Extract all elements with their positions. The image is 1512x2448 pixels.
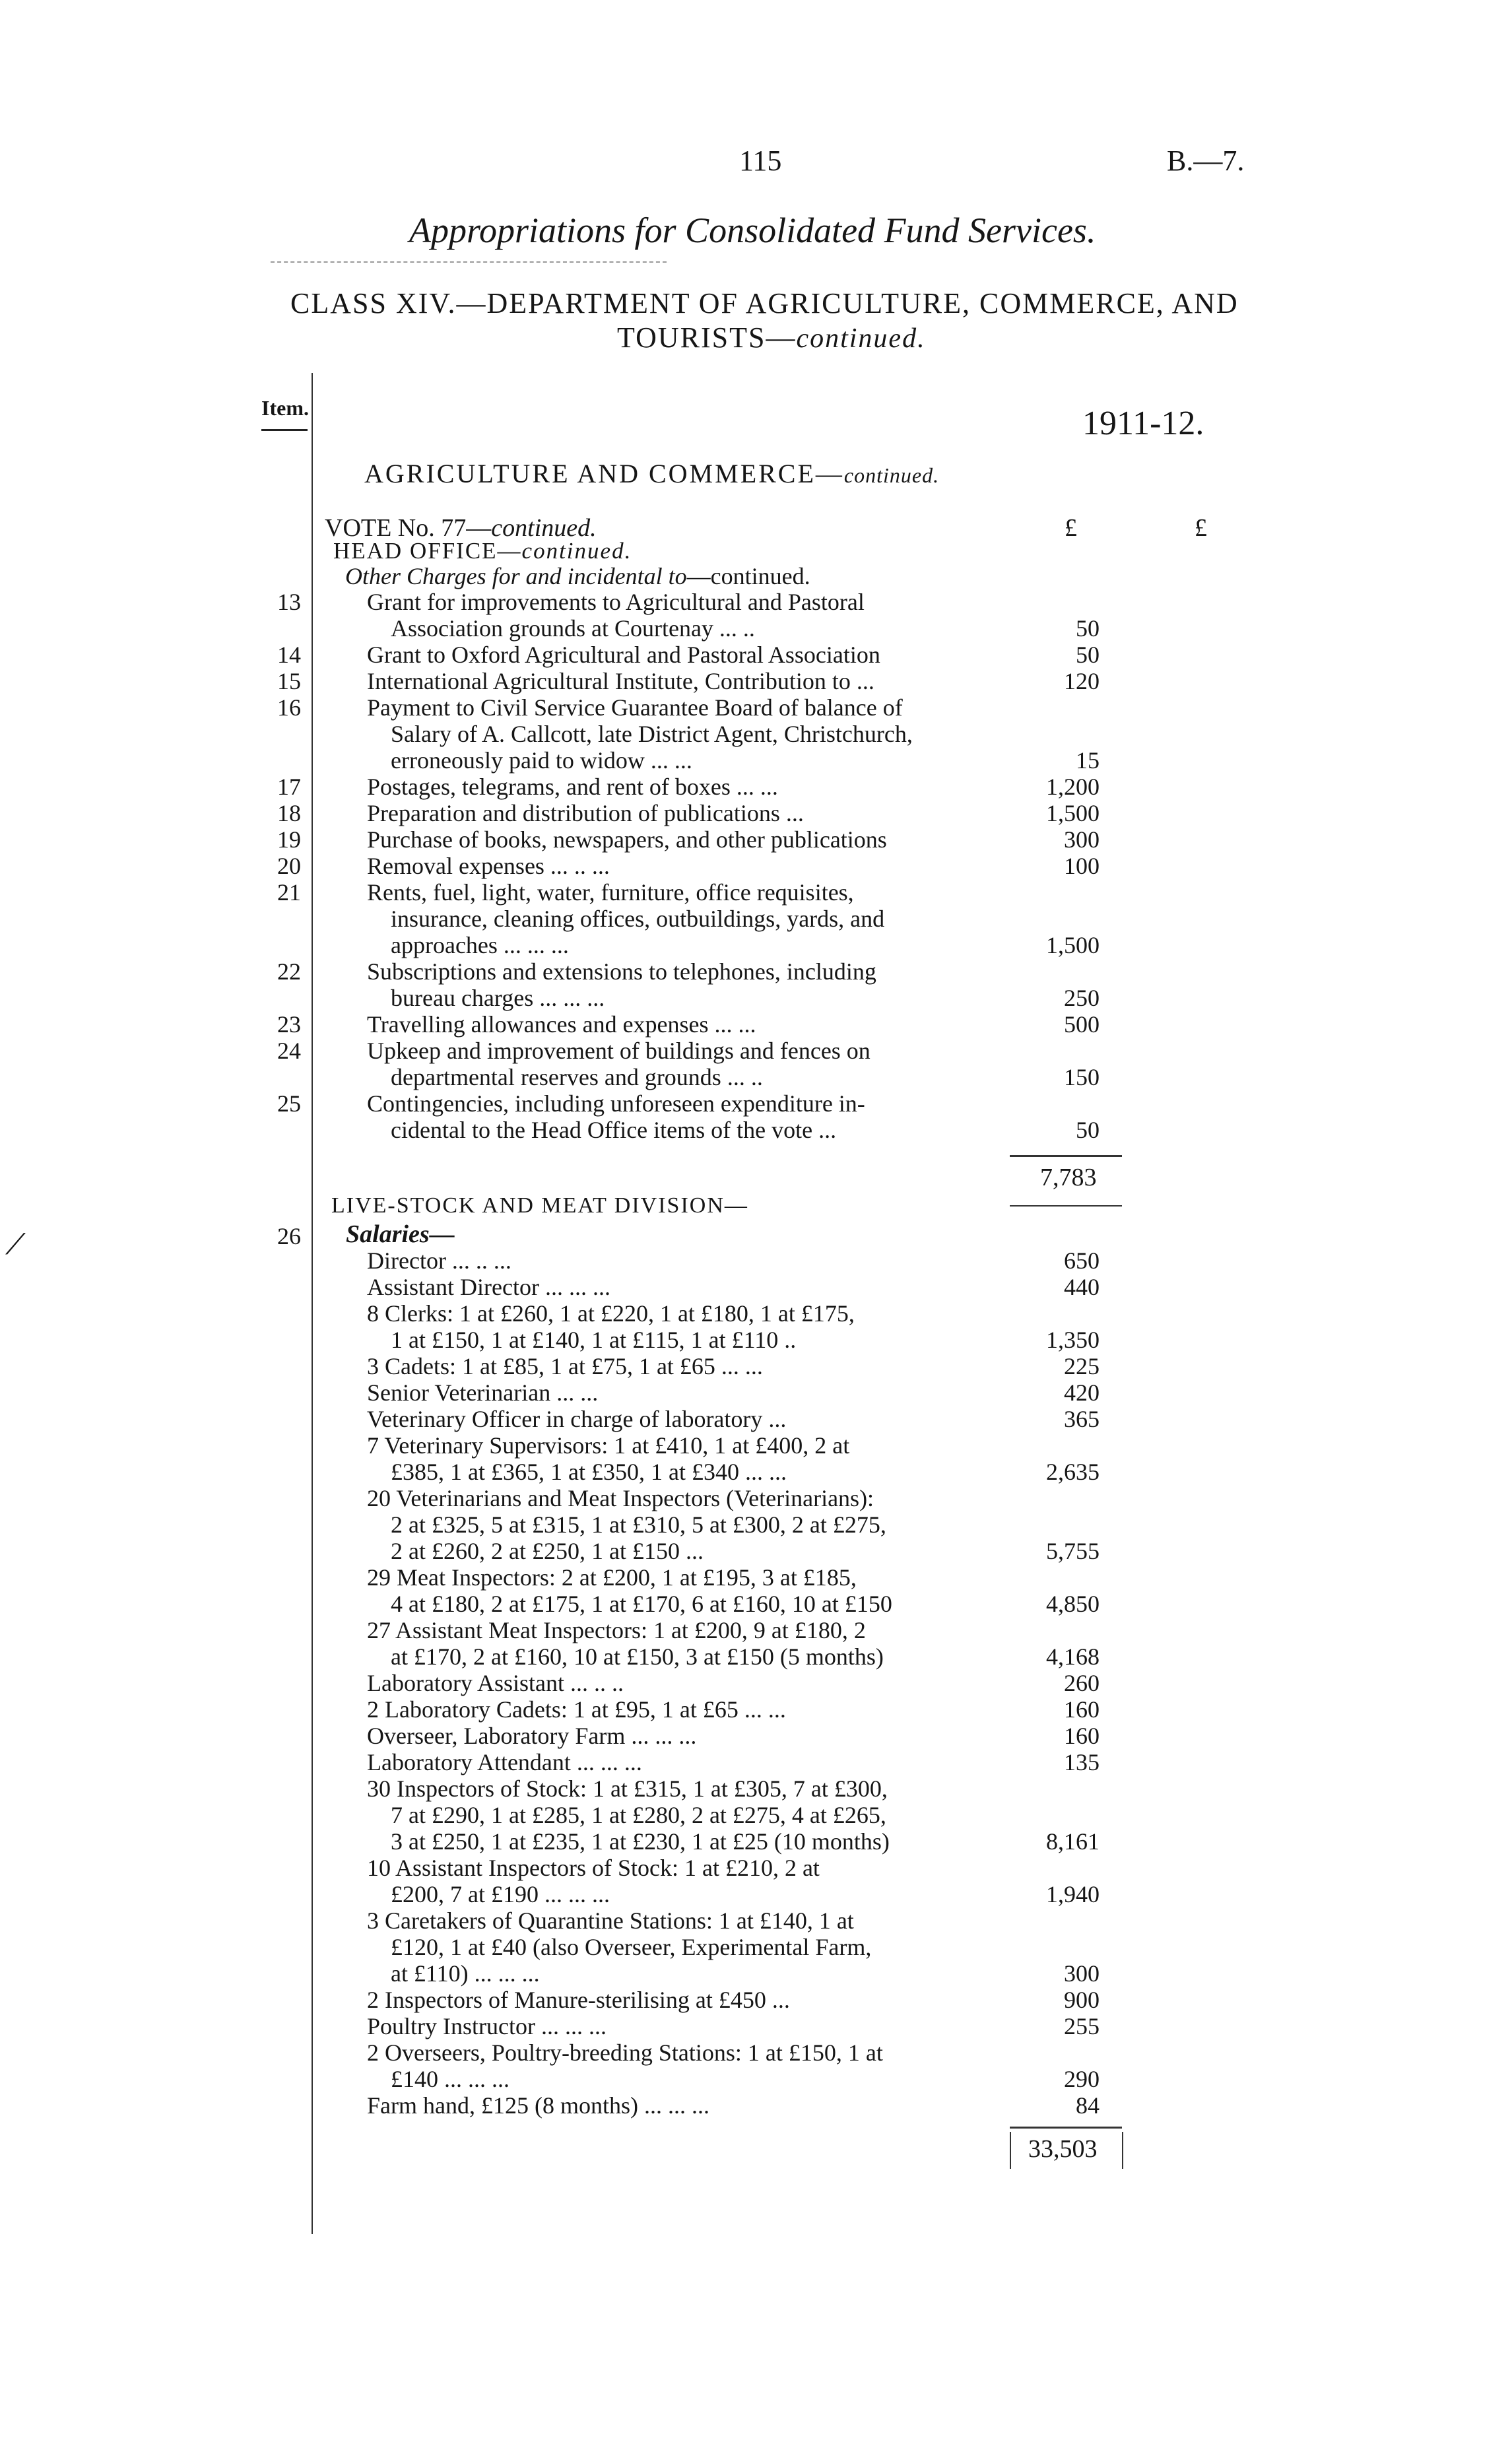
class-title-line1: CLASS XIV.—DEPARTMENT OF AGRICULTURE, COMMERCE, AND bbox=[290, 287, 1239, 319]
table-row bbox=[261, 642, 1119, 668]
table-row bbox=[261, 721, 1119, 747]
table-row bbox=[261, 2066, 1119, 2092]
head-office-main: HEAD OFFICE— bbox=[333, 538, 522, 564]
table-row bbox=[261, 747, 1119, 774]
item-amount: 500 bbox=[1064, 1011, 1100, 1038]
vote-title-continued: continued. bbox=[491, 514, 597, 542]
item-description: Senior Veterinarian ... ... bbox=[367, 1379, 599, 1406]
item-description: Association grounds at Courtenay ... .. bbox=[391, 615, 755, 642]
item-description: at £170, 2 at £160, 10 at £150, 3 at £150 (5 months) bbox=[391, 1643, 884, 1670]
table-row bbox=[261, 1564, 1119, 1591]
item-amount: 4,168 bbox=[1046, 1643, 1100, 1670]
item-description: Travelling allowances and expenses ... ... bbox=[367, 1011, 756, 1038]
item-amount: 1,500 bbox=[1046, 800, 1100, 826]
table-row bbox=[261, 1379, 1119, 1406]
table-row bbox=[261, 1459, 1119, 1485]
item-amount: 260 bbox=[1064, 1670, 1100, 1696]
item-description: at £110) ... ... ... bbox=[391, 1960, 540, 1987]
table-row bbox=[261, 774, 1119, 800]
table-row bbox=[261, 1643, 1119, 1670]
item-amount: 160 bbox=[1064, 1723, 1100, 1749]
item-number: 18 bbox=[277, 800, 301, 826]
livestock-total: 33,503 bbox=[1028, 2135, 1098, 2163]
item-description: 2 Inspectors of Manure-sterilising at £450 ... bbox=[367, 1987, 790, 2013]
item-description: Salary of A. Callcott, late District Agent, Christchurch, bbox=[391, 721, 913, 747]
class-title-main: TOURISTS— bbox=[617, 321, 797, 354]
class-title-continued: continued. bbox=[796, 323, 926, 354]
table-row bbox=[261, 826, 1119, 853]
table-row bbox=[261, 1090, 1119, 1117]
item-amount: 900 bbox=[1064, 1987, 1100, 2013]
item-description: 2 Laboratory Cadets: 1 at £95, 1 at £65 ... ... bbox=[367, 1696, 786, 1723]
item-amount: 255 bbox=[1064, 2013, 1100, 2039]
table-row bbox=[261, 1538, 1119, 1564]
table-row bbox=[261, 668, 1119, 694]
table-row bbox=[261, 1828, 1119, 1855]
item-number: 13 bbox=[277, 589, 301, 615]
table-row bbox=[261, 1855, 1119, 1881]
table-row bbox=[261, 1723, 1119, 1749]
item-amount: 1,940 bbox=[1046, 1881, 1100, 1907]
item-amount: 650 bbox=[1064, 1247, 1100, 1274]
item-description: £385, 1 at £365, 1 at £350, 1 at £340 ... ... bbox=[391, 1459, 787, 1485]
item-number: 16 bbox=[277, 694, 301, 721]
item-description: 8 Clerks: 1 at £260, 1 at £220, 1 at £180, 1 at £175, bbox=[367, 1300, 855, 1327]
table-row bbox=[261, 1300, 1119, 1327]
item-amount: 2,635 bbox=[1046, 1459, 1100, 1485]
document-reference: B.—7. bbox=[1167, 145, 1245, 177]
table-row bbox=[261, 800, 1119, 826]
item-description: insurance, cleaning offices, outbuildings, yards, and bbox=[391, 906, 885, 932]
item-description: 1 at £150, 1 at £140, 1 at £115, 1 at £110 .. bbox=[391, 1327, 797, 1353]
item-description: £140 ... ... ... bbox=[391, 2066, 509, 2092]
table-row bbox=[261, 1696, 1119, 1723]
livestock-item-number: 26 bbox=[277, 1223, 301, 1249]
item-amount: 15 bbox=[1076, 747, 1100, 774]
table-row bbox=[261, 1406, 1119, 1432]
item-amount: 300 bbox=[1064, 826, 1100, 853]
item-description: departmental reserves and grounds ... .. bbox=[391, 1064, 763, 1090]
item-amount: 50 bbox=[1076, 642, 1100, 668]
livestock-division-title: LIVE-STOCK AND MEAT DIVISION— bbox=[331, 1193, 748, 1218]
class-title-line2 bbox=[617, 321, 926, 354]
table-row bbox=[261, 694, 1119, 721]
item-description: cidental to the Head Office items of the vote ... bbox=[391, 1117, 837, 1143]
item-amount: 50 bbox=[1076, 1117, 1100, 1143]
table-row bbox=[261, 1934, 1119, 1960]
item-description: 27 Assistant Meat Inspectors: 1 at £200, 9 at £180, 2 bbox=[367, 1617, 866, 1643]
table-row bbox=[261, 985, 1119, 1011]
table-row bbox=[261, 1802, 1119, 1828]
currency-header-1: £ bbox=[1065, 514, 1077, 542]
item-description: 3 Cadets: 1 at £85, 1 at £75, 1 at £65 ... ... bbox=[367, 1353, 763, 1379]
head-office-continued: continued. bbox=[521, 538, 632, 564]
table-row bbox=[261, 1117, 1119, 1143]
item-description: Grant for improvements to Agricultural and Pastoral bbox=[367, 589, 865, 615]
item-description: Preparation and distribution of publications ... bbox=[367, 800, 804, 826]
item-description: Payment to Civil Service Guarantee Board of balance of bbox=[367, 694, 903, 721]
table-row bbox=[261, 1775, 1119, 1802]
item-description: £200, 7 at £190 ... ... ... bbox=[391, 1881, 610, 1907]
item-number: 21 bbox=[277, 879, 301, 906]
item-description: £120, 1 at £40 (also Overseer, Experimental Farm, bbox=[391, 1934, 872, 1960]
item-amount: 150 bbox=[1064, 1064, 1100, 1090]
item-description: 3 Caretakers of Quarantine Stations: 1 at £140, 1 at bbox=[367, 1907, 854, 1934]
table-row bbox=[261, 1353, 1119, 1379]
item-amount: 250 bbox=[1064, 985, 1100, 1011]
vote-title-main: VOTE No. 77— bbox=[325, 514, 492, 542]
other-charges-tail: —continued. bbox=[686, 563, 810, 589]
table-row bbox=[261, 932, 1119, 958]
divider bbox=[271, 261, 667, 263]
table-row bbox=[261, 1274, 1119, 1300]
margin-mark: ⟋ bbox=[5, 1228, 26, 1261]
item-description: Director ... .. ... bbox=[367, 1247, 511, 1274]
table-row bbox=[261, 1881, 1119, 1907]
table-row bbox=[261, 1038, 1119, 1064]
table-row bbox=[261, 1670, 1119, 1696]
page-subtitle: Appropriations for Consolidated Fund Services. bbox=[409, 211, 1096, 250]
item-amount: 1,500 bbox=[1046, 932, 1100, 958]
item-amount: 440 bbox=[1064, 1274, 1100, 1300]
item-number: 20 bbox=[277, 853, 301, 879]
salaries-label: Salaries— bbox=[346, 1220, 455, 1248]
table-row bbox=[261, 958, 1119, 985]
table-row bbox=[261, 1960, 1119, 1987]
item-description: 30 Inspectors of Stock: 1 at £315, 1 at £305, 7 at £300, bbox=[367, 1775, 888, 1802]
item-amount: 50 bbox=[1076, 615, 1100, 642]
item-number: 25 bbox=[277, 1090, 301, 1117]
item-description: 7 at £290, 1 at £285, 1 at £280, 2 at £275, 4 at £265, bbox=[391, 1802, 886, 1828]
item-description: Overseer, Laboratory Farm ... ... ... bbox=[367, 1723, 697, 1749]
item-description: International Agricultural Institute, Contribution to ... bbox=[367, 668, 874, 694]
item-number: 22 bbox=[277, 958, 301, 985]
table-row bbox=[261, 2039, 1119, 2066]
table-row bbox=[261, 1617, 1119, 1643]
item-header-rule bbox=[261, 429, 308, 431]
item-description: 2 at £260, 2 at £250, 1 at £150 ... bbox=[391, 1538, 704, 1564]
item-number: 14 bbox=[277, 642, 301, 668]
item-description: Rents, fuel, light, water, furniture, office requisites, bbox=[367, 879, 854, 906]
item-description: 10 Assistant Inspectors of Stock: 1 at £210, 2 at bbox=[367, 1855, 820, 1881]
table-row bbox=[261, 1907, 1119, 1934]
item-description: Laboratory Assistant ... .. .. bbox=[367, 1670, 624, 1696]
item-number: 23 bbox=[277, 1011, 301, 1038]
item-amount: 5,755 bbox=[1046, 1538, 1100, 1564]
item-description: Veterinary Officer in charge of laboratory ... bbox=[367, 1406, 787, 1432]
item-amount: 365 bbox=[1064, 1406, 1100, 1432]
subtotal-rule-bottom bbox=[1010, 1205, 1122, 1207]
item-description: bureau charges ... ... ... bbox=[391, 985, 605, 1011]
item-description: erroneously paid to widow ... ... bbox=[391, 747, 692, 774]
item-number: 19 bbox=[277, 826, 301, 853]
item-number: 24 bbox=[277, 1038, 301, 1064]
section-title bbox=[364, 458, 939, 489]
item-description: Removal expenses ... .. ... bbox=[367, 853, 610, 879]
item-amount: 225 bbox=[1064, 1353, 1100, 1379]
table-row bbox=[261, 1591, 1119, 1617]
year-header: 1911-12. bbox=[1082, 405, 1204, 442]
item-description: 4 at £180, 2 at £175, 1 at £170, 6 at £160, 10 at £150 bbox=[391, 1591, 892, 1617]
item-description: Farm hand, £125 (8 months) ... ... ... bbox=[367, 2092, 709, 2119]
table-row bbox=[261, 879, 1119, 906]
item-amount: 4,850 bbox=[1046, 1591, 1100, 1617]
item-description: Contingencies, including unforeseen expenditure in- bbox=[367, 1090, 865, 1117]
table-row bbox=[261, 2013, 1119, 2039]
item-amount: 160 bbox=[1064, 1696, 1100, 1723]
item-description: Grant to Oxford Agricultural and Pastoral Association bbox=[367, 642, 880, 668]
table-row bbox=[261, 1011, 1119, 1038]
table-row bbox=[261, 1327, 1119, 1353]
table-row bbox=[261, 906, 1119, 932]
item-amount: 84 bbox=[1076, 2092, 1100, 2119]
other-charges-title bbox=[345, 562, 810, 590]
table-row bbox=[261, 1064, 1119, 1090]
item-description: 29 Meat Inspectors: 2 at £200, 1 at £195, 3 at £185, bbox=[367, 1564, 857, 1591]
total-rule bbox=[1010, 2127, 1122, 2129]
section-title-main: AGRICULTURE AND COMMERCE— bbox=[364, 459, 844, 488]
page-number: 115 bbox=[739, 145, 782, 177]
item-amount: 120 bbox=[1064, 668, 1100, 694]
item-amount: 420 bbox=[1064, 1379, 1100, 1406]
item-amount: 135 bbox=[1064, 1749, 1100, 1775]
table-row bbox=[261, 1485, 1119, 1511]
item-amount: 1,350 bbox=[1046, 1327, 1100, 1353]
item-number: 15 bbox=[277, 668, 301, 694]
table-row bbox=[261, 589, 1119, 615]
item-description: approaches ... ... ... bbox=[391, 932, 569, 958]
item-amount: 300 bbox=[1064, 1960, 1100, 1987]
item-amount: 1,200 bbox=[1046, 774, 1100, 800]
table-row bbox=[261, 853, 1119, 879]
item-amount: 290 bbox=[1064, 2066, 1100, 2092]
item-description: 2 Overseers, Poultry-breeding Stations: 1 at £150, 1 at bbox=[367, 2039, 883, 2066]
currency-header-2: £ bbox=[1195, 514, 1207, 542]
item-description: 2 at £325, 5 at £315, 1 at £310, 5 at £300, 2 at £275, bbox=[391, 1511, 886, 1538]
table-row bbox=[261, 2092, 1119, 2119]
item-description: Postages, telegrams, and rent of boxes ... ... bbox=[367, 774, 778, 800]
item-description: 20 Veterinarians and Meat Inspectors (Veterinarians): bbox=[367, 1485, 874, 1511]
head-office-title bbox=[333, 538, 632, 564]
table-row bbox=[261, 1987, 1119, 2013]
item-description: 7 Veterinary Supervisors: 1 at £410, 1 at £400, 2 at bbox=[367, 1432, 850, 1459]
item-number: 17 bbox=[277, 774, 301, 800]
section-title-continued: continued. bbox=[843, 463, 940, 487]
item-description: Laboratory Attendant ... ... ... bbox=[367, 1749, 642, 1775]
subtotal-rule bbox=[1010, 1155, 1122, 1157]
other-charges-italic: Other Charges for and incidental to bbox=[345, 563, 687, 589]
table-row bbox=[261, 1749, 1119, 1775]
item-column-header: Item. bbox=[261, 396, 309, 420]
item-description: Upkeep and improvement of buildings and fences on bbox=[367, 1038, 871, 1064]
table-row bbox=[261, 1247, 1119, 1274]
item-description: Subscriptions and extensions to telephones, including bbox=[367, 958, 876, 985]
head-office-total: 7,783 bbox=[1040, 1164, 1097, 1191]
item-description: 3 at £250, 1 at £235, 1 at £230, 1 at £25 (10 months) bbox=[391, 1828, 890, 1855]
table-row bbox=[261, 615, 1119, 642]
item-description: Poultry Instructor ... ... ... bbox=[367, 2013, 607, 2039]
item-amount: 100 bbox=[1064, 853, 1100, 879]
item-description: Purchase of books, newspapers, and other publications bbox=[367, 826, 887, 853]
table-row bbox=[261, 1432, 1119, 1459]
item-amount: 8,161 bbox=[1046, 1828, 1100, 1855]
table-row bbox=[261, 1511, 1119, 1538]
item-description: Assistant Director ... ... ... bbox=[367, 1274, 610, 1300]
